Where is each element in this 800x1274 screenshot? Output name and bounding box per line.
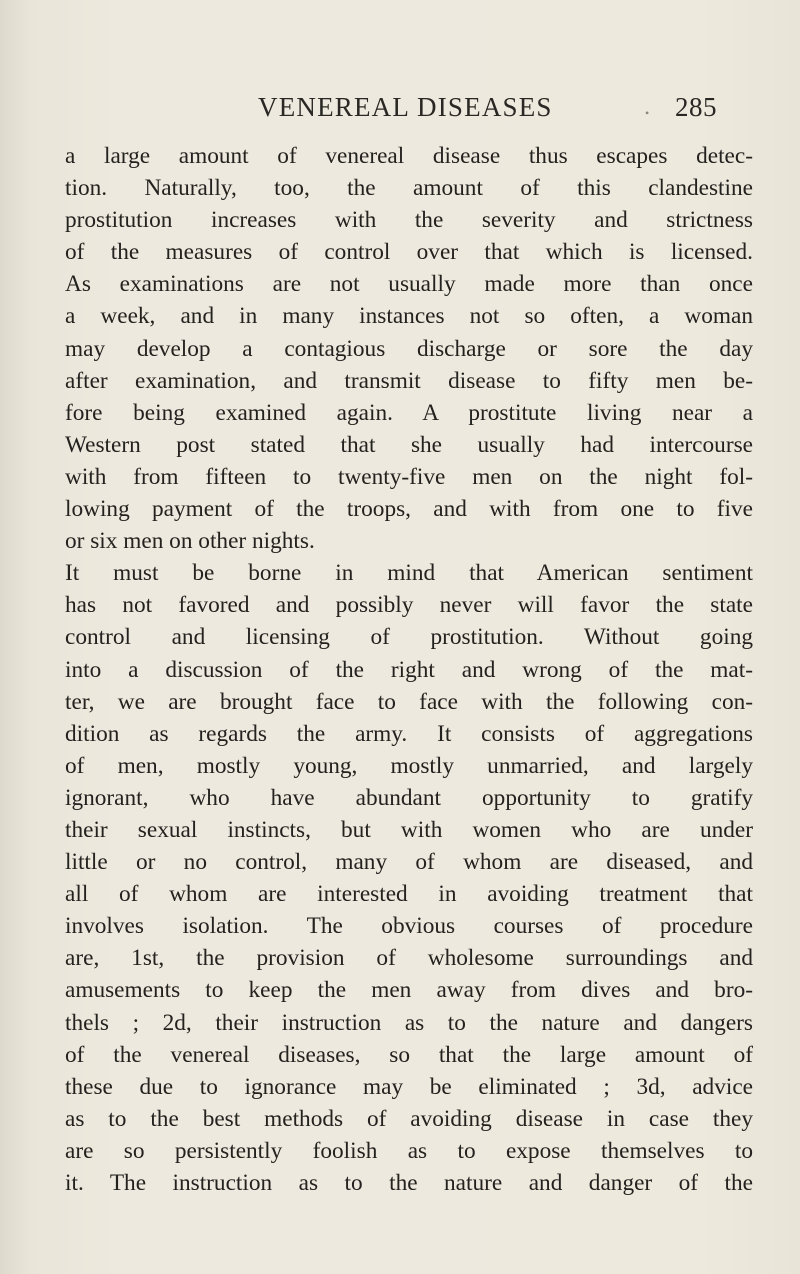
text-line: it. The instruction as to the nature and danger of the <box>65 1170 753 1196</box>
text-line: Western post stated that she usually had intercourse <box>65 431 753 458</box>
text-line: into a discussion of the right and wrong of the mat- <box>65 656 753 683</box>
text-line: has not favored and possibly never will favor the state <box>65 592 753 619</box>
text-line: all of whom are interested in avoiding treatment that <box>65 881 753 908</box>
text-line: As examinations are not usually made more than once <box>65 271 753 298</box>
text-line: their sexual instincts, but with women who are under <box>65 816 753 843</box>
text-line: little or no control, many of whom are diseased, and <box>65 849 753 876</box>
text-line: are, 1st, the provision of wholesome surroundings and <box>65 945 753 972</box>
running-head: VENEREAL DISEASES <box>258 92 553 122</box>
text-line: lowing payment of the troops, and with from one to five <box>65 496 753 523</box>
text-line: of the venereal diseases, so that the large amount of <box>65 1041 753 1068</box>
page-number: 285 <box>675 92 717 122</box>
text-line: with from fifteen to twenty-five men on the night fol- <box>65 463 753 490</box>
text-line: prostitution increases with the severity and strictness <box>65 207 753 234</box>
text-line: a week, and in many instances not so often, a woman <box>65 303 753 330</box>
text-line: may develop a contagious discharge or sore the day <box>65 335 753 362</box>
text-line: dition as regards the army. It consists of aggregations <box>65 720 753 747</box>
text-line: as to the best methods of avoiding disease in case they <box>65 1105 753 1132</box>
text-line: a large amount of venereal disease thus escapes detec- <box>65 143 753 169</box>
header-dot-mark: • <box>645 106 650 120</box>
text-line: ter, we are brought face to face with the following con- <box>65 688 753 715</box>
text-line: control and licensing of prostitution. Without going <box>65 624 753 651</box>
text-line: ignorant, who have abundant opportunity to gratify <box>65 784 753 811</box>
text-line: of men, mostly young, mostly unmarried, and largely <box>65 752 753 779</box>
text-line: amusements to keep the men away from dives and bro- <box>65 977 753 1004</box>
text-line: involves isolation. The obvious courses of procedure <box>65 913 753 940</box>
paragraph-end-line: or six men on other nights. <box>65 528 315 555</box>
text-line: after examination, and transmit disease to fifty men be- <box>65 367 753 394</box>
text-line: of the measures of control over that which is licensed. <box>65 239 753 266</box>
page-header <box>0 92 800 132</box>
text-line: are so persistently foolish as to expose themselves to <box>65 1137 753 1164</box>
text-line: tion. Naturally, too, the amount of this clandestine <box>65 175 753 202</box>
text-line: fore being examined again. A prostitute living near a <box>65 399 753 426</box>
paragraph-start-line: It must be borne in mind that American sentiment <box>65 560 753 587</box>
text-line: thels ; 2d, their instruction as to the nature and dangers <box>65 1009 753 1036</box>
body-text <box>65 140 753 1199</box>
text-line: these due to ignorance may be eliminated ; 3d, advice <box>65 1073 753 1100</box>
